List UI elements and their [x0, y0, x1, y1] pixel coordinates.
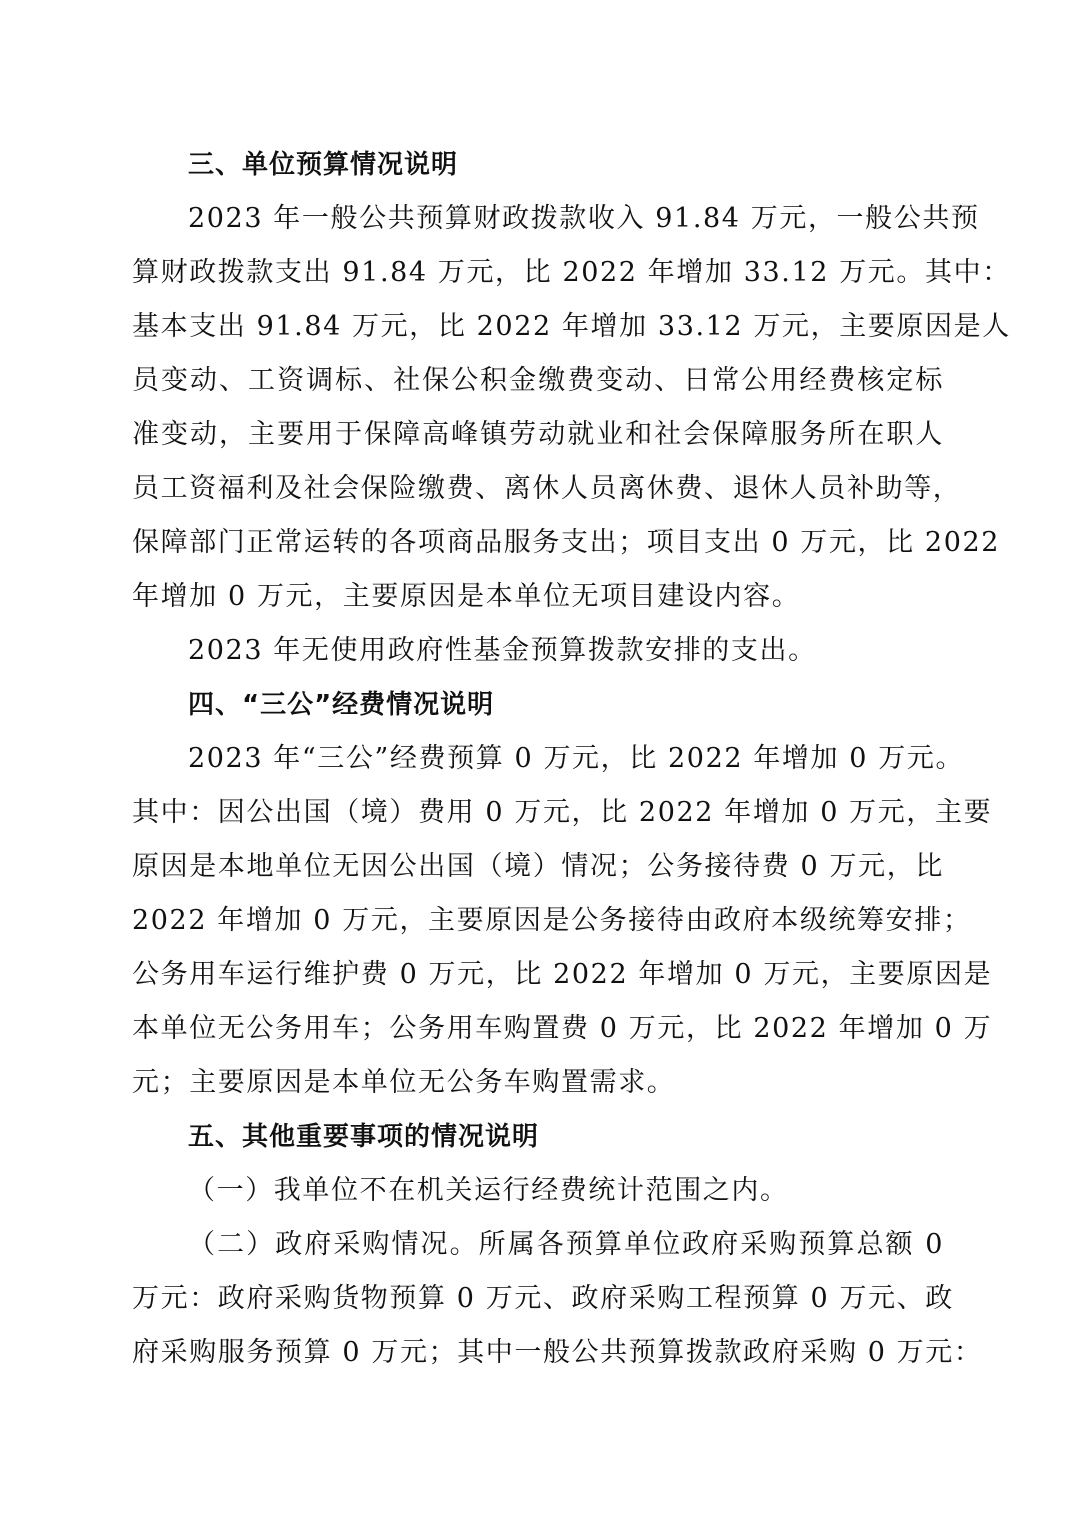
text-line: 员变动、工资调标、社保公积金缴费变动、日常公用经费核定标 — [132, 365, 944, 396]
section-heading: 三、单位预算情况说明 — [188, 150, 459, 180]
text-line: 保障部门正常运转的各项商品服务支出；项目支出 0 万元，比 2022 — [132, 527, 1001, 558]
text-line: 算财政拨款支出 91.84 万元，比 2022 年增加 33.12 万元。其中： — [132, 257, 1011, 288]
text-line: 元；主要原因是本单位无公务车购置需求。 — [132, 1067, 676, 1098]
text-line: 其中：因公出国（境）费用 0 万元，比 2022 年增加 0 万元，主要 — [132, 797, 993, 828]
text-line: 2023 年一般公共预算财政拨款收入 91.84 万元，一般公共预 — [188, 203, 980, 234]
text-line: 本单位无公务用车；公务用车购置费 0 万元，比 2022 年增加 0 万 — [132, 1013, 993, 1044]
section-heading: 四、“三公”经费情况说明 — [188, 690, 495, 720]
section-heading: 五、其他重要事项的情况说明 — [188, 1122, 540, 1152]
paragraph — [132, 192, 1011, 624]
text-line: 府采购服务预算 0 万元；其中一般公共预算拨款政府采购 0 万元： — [132, 1337, 983, 1368]
text-line: 公务用车运行维护费 0 万元，比 2022 年增加 0 万元，主要原因是 — [132, 959, 993, 990]
paragraph — [132, 732, 993, 1110]
document-body — [132, 138, 1011, 1380]
text-line: 年增加 0 万元，主要原因是本单位无项目建设内容。 — [132, 581, 801, 612]
text-line: （一）我单位不在机关运行经费统计范围之内。 — [188, 1175, 789, 1206]
paragraph — [132, 1218, 983, 1380]
text-line: 2023 年无使用政府性基金预算拨款安排的支出。 — [188, 635, 817, 666]
paragraph — [132, 1164, 944, 1218]
text-line: 基本支出 91.84 万元，比 2022 年增加 33.12 万元，主要原因是人 — [132, 311, 1011, 342]
text-line: 2022 年增加 0 万元，主要原因是公务接待由政府本级统筹安排； — [132, 905, 972, 936]
text-line: 万元：政府采购货物预算 0 万元、政府采购工程预算 0 万元、政 — [132, 1283, 954, 1314]
text-line: 员工资福利及社会保险缴费、离休人员离休费、退休人员补助等， — [132, 473, 962, 504]
text-line: 2023 年“三公”经费预算 0 万元，比 2022 年增加 0 万元。 — [188, 743, 965, 774]
text-line: 准变动，主要用于保障高峰镇劳动就业和社会保障服务所在职人 — [132, 419, 944, 450]
text-line: 原因是本地单位无因公出国（境）情况；公务接待费 0 万元，比 — [132, 851, 944, 882]
text-line: （二）政府采购情况。所属各预算单位政府采购预算总额 0 — [188, 1229, 944, 1260]
paragraph — [132, 624, 944, 678]
